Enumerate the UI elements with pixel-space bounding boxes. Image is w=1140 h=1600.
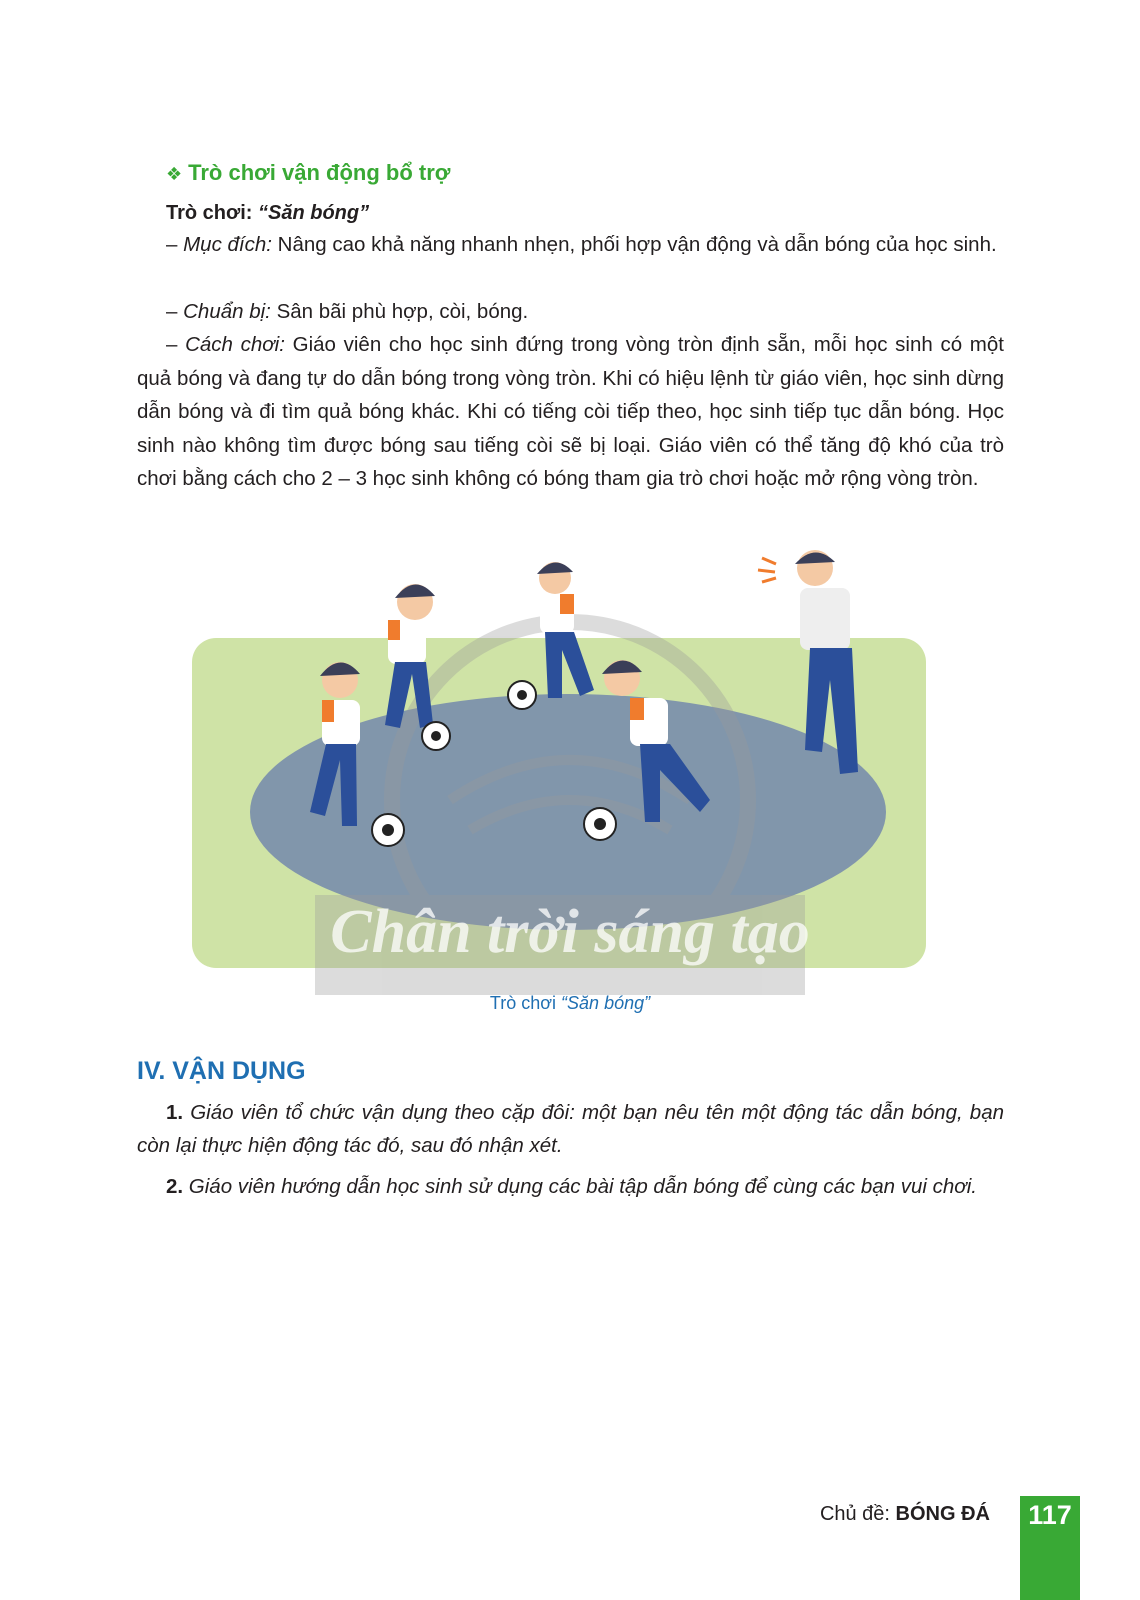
page-number: 117 — [1028, 1500, 1072, 1530]
how-text: Giáo viên cho học sinh đứng trong vòng tròn định sẵn, mỗi học sinh có một quả bóng và đang tự do dẫn bóng trong vòng tròn. Khi có hiệu lệnh từ giáo viên, học sinh dừng dẫn bóng và đi tìm quả bóng khác. Khi có tiếng còi tiếp theo, học sinh tiếp tục dẫn bóng. Học sinh nào không tìm được bóng sau tiếng còi sẽ bị loại. Giáo viên có thể tăng độ khó của trò chơi bằng cách cho 2 – 3 học sinh không có bóng tham gia trò chơi hoặc mở rộng vòng tròn. — [137, 333, 1004, 490]
footer-topic — [820, 1503, 990, 1526]
dash: – — [166, 300, 184, 323]
figure-caption — [0, 993, 1140, 1014]
how-label: Cách chơi: — [185, 333, 285, 356]
section-heading-text: Trò chơi vận động bổ trợ — [188, 160, 451, 185]
purpose-label: Mục đích: — [183, 233, 272, 256]
dash: – — [166, 233, 184, 256]
topic-label: Chủ đề: — [819, 1503, 896, 1525]
application-item-1 — [137, 1096, 1004, 1162]
soccer-ball-icon — [372, 814, 404, 846]
item-2-text: Giáo viên hướng dẫn học sinh sử dụng các bài tập dẫn bóng để cùng các bạn vui chơi. — [183, 1175, 977, 1198]
item-1-text: Giáo viên tổ chức vận dụng theo cặp đôi: một bạn nêu tên một động tác dẫn bóng, bạn còn lại thực hiện động tác đó, sau đó nhận xét. — [137, 1101, 1004, 1157]
soccer-ball-icon — [422, 722, 450, 750]
prep-paragraph — [137, 295, 1004, 329]
watermark-text: Chân trời sáng tạo — [330, 898, 810, 966]
application-item-2 — [137, 1170, 1004, 1203]
application-title: IV. VẬN DỤNG — [137, 1057, 306, 1085]
diamond-bullet-icon: ❖ — [166, 164, 183, 184]
game-title — [166, 202, 369, 225]
item-1-number: 1. — [166, 1101, 184, 1124]
how-to-play-paragraph — [137, 328, 1004, 496]
item-2-number: 2. — [166, 1175, 184, 1198]
soccer-ball-icon — [584, 808, 616, 840]
dash: – — [166, 333, 186, 356]
topic-name: BÓNG ĐÁ — [895, 1503, 990, 1525]
caption-name: “Săn bóng” — [561, 993, 651, 1013]
purpose-text: Nâng cao khả năng nhanh nhẹn, phối hợp vận động và dẫn bóng của học sinh. — [271, 233, 997, 256]
game-title-name: “Săn bóng” — [258, 202, 370, 224]
prep-text: Sân bãi phù hợp, còi, bóng. — [270, 300, 529, 323]
caption-prefix: Trò chơi — [489, 993, 562, 1013]
soccer-ball-icon — [508, 681, 536, 709]
section-heading — [166, 160, 450, 186]
game-illustration — [190, 550, 950, 1010]
prep-label: Chuẩn bị: — [183, 300, 271, 323]
purpose-paragraph — [137, 228, 1004, 262]
game-title-prefix: Trò chơi: — [166, 202, 259, 224]
whistle-sound-icon — [758, 558, 776, 582]
